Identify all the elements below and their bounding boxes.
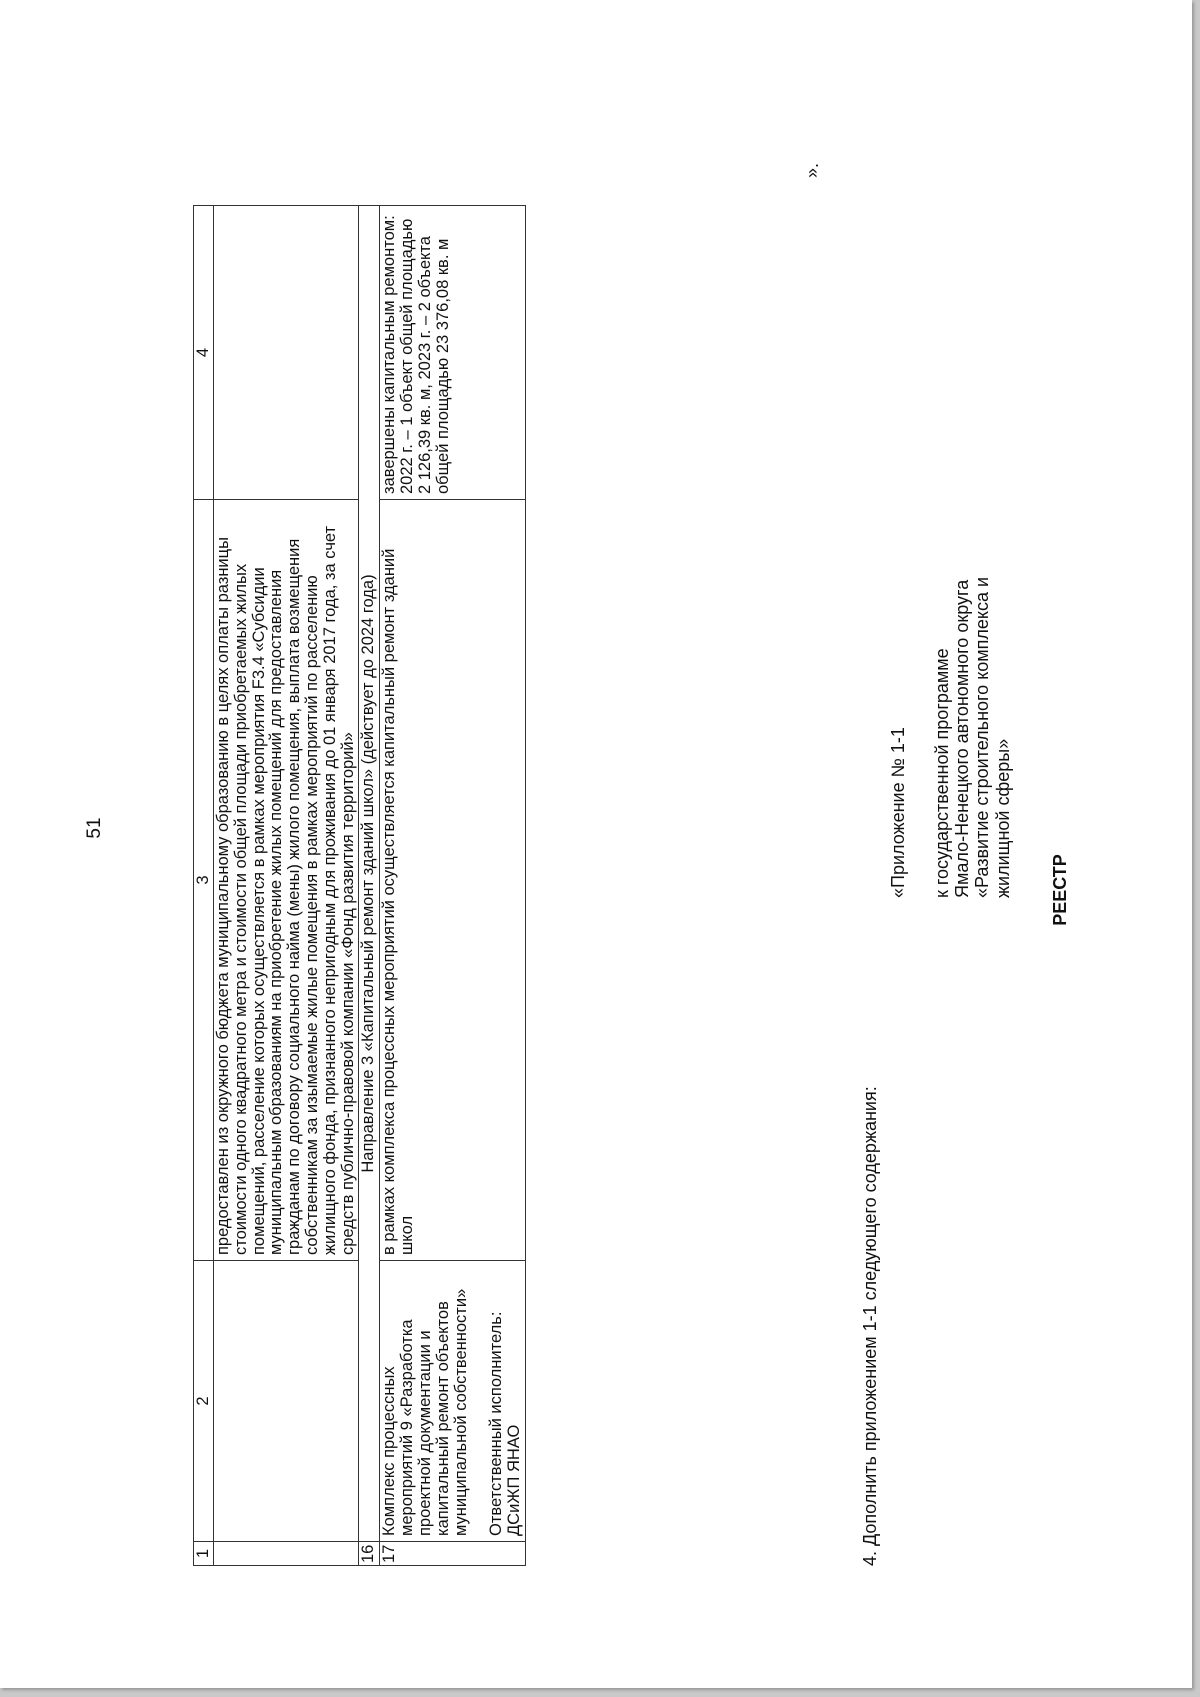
header-cell-1: 1 bbox=[194, 1542, 214, 1566]
appendix-title: «Приложение № 1-1 bbox=[888, 727, 908, 898]
table-section-row bbox=[359, 206, 380, 1566]
appendix-to-line-4: жилищной сферы» bbox=[992, 738, 1013, 898]
closing-quote: ». bbox=[802, 162, 822, 178]
header-cell-2: 2 bbox=[194, 1261, 214, 1542]
row-17-measure-cell bbox=[380, 1261, 526, 1542]
row-num-cell bbox=[213, 1542, 359, 1566]
section-title: Направление 3 «Капитальный ремонт зданий школ» (действует до 2024 года) bbox=[359, 206, 380, 1542]
appendix-header bbox=[888, 577, 1013, 898]
appendix-to-line-2: Ямало-Ненецкого автономного округа bbox=[952, 579, 973, 898]
page-number: 51 bbox=[84, 817, 105, 839]
header-cell-4: 4 bbox=[194, 206, 214, 500]
header-cell-3: 3 bbox=[194, 500, 214, 1261]
row-17-responsible-executor: Ответственный исполнитель: ДСиЖП ЯНАО bbox=[487, 1311, 524, 1536]
program-table bbox=[193, 205, 526, 1566]
registry-heading: РЕЕСТР bbox=[1050, 854, 1070, 926]
row-col2-cell bbox=[213, 1261, 359, 1542]
row-17-description: в рамках комплекса процессных мероприятий осуществляется капитальный ремонт зданий школ bbox=[380, 500, 526, 1261]
amendment-paragraph: 4. Дополнить приложением 1-1 следующего содержания: bbox=[860, 1086, 880, 1566]
appendix-to-line-1: к государственной программе bbox=[932, 648, 953, 898]
table-row-17 bbox=[380, 206, 526, 1566]
section-row-number: 16 bbox=[359, 1542, 380, 1566]
row-description-cell: предоставлен из окружного бюджета муниципальному образованию в целях оплаты разницы стоимости одного квадратного метра и стоимости общей площади приобретаемых жилых помещений, расселение которых осуществляется в рамках мероприятия F3.4 «Субсидии муниципальным образованиям на приобретение жилых помещений для предоставления гражданам по договору социального найма (мены) жилого помещения, выплата возмещения собственникам за изымаемые жилые помещения в рамках мероприятий по расселению жилищного фонда, признанного непригодным для проживания до 01 января 2017 года, за счет средств публично-правовой компании «Фонд развития территорий» bbox=[213, 500, 359, 1261]
table-row-continuation bbox=[213, 206, 359, 1566]
row-17-result: завершены капитальным ремонтом: 2022 г. – 1 объект общей площадью 2 126,39 кв. м, 2023 г. – 2 объекта общей площадью 23 376,08 кв. м bbox=[380, 206, 526, 500]
row-17-number: 17 bbox=[380, 1542, 526, 1566]
appendix-to-line-3: «Развитие строительного комплекса и bbox=[972, 576, 993, 898]
row-17-measure-name: Комплекс процессных мероприятий 9 «Разработка проектной документации и капитальный ремонт объектов муниципальной собственности» bbox=[380, 1288, 470, 1536]
row-result-cell bbox=[213, 206, 359, 500]
table-header-row bbox=[194, 206, 214, 1566]
